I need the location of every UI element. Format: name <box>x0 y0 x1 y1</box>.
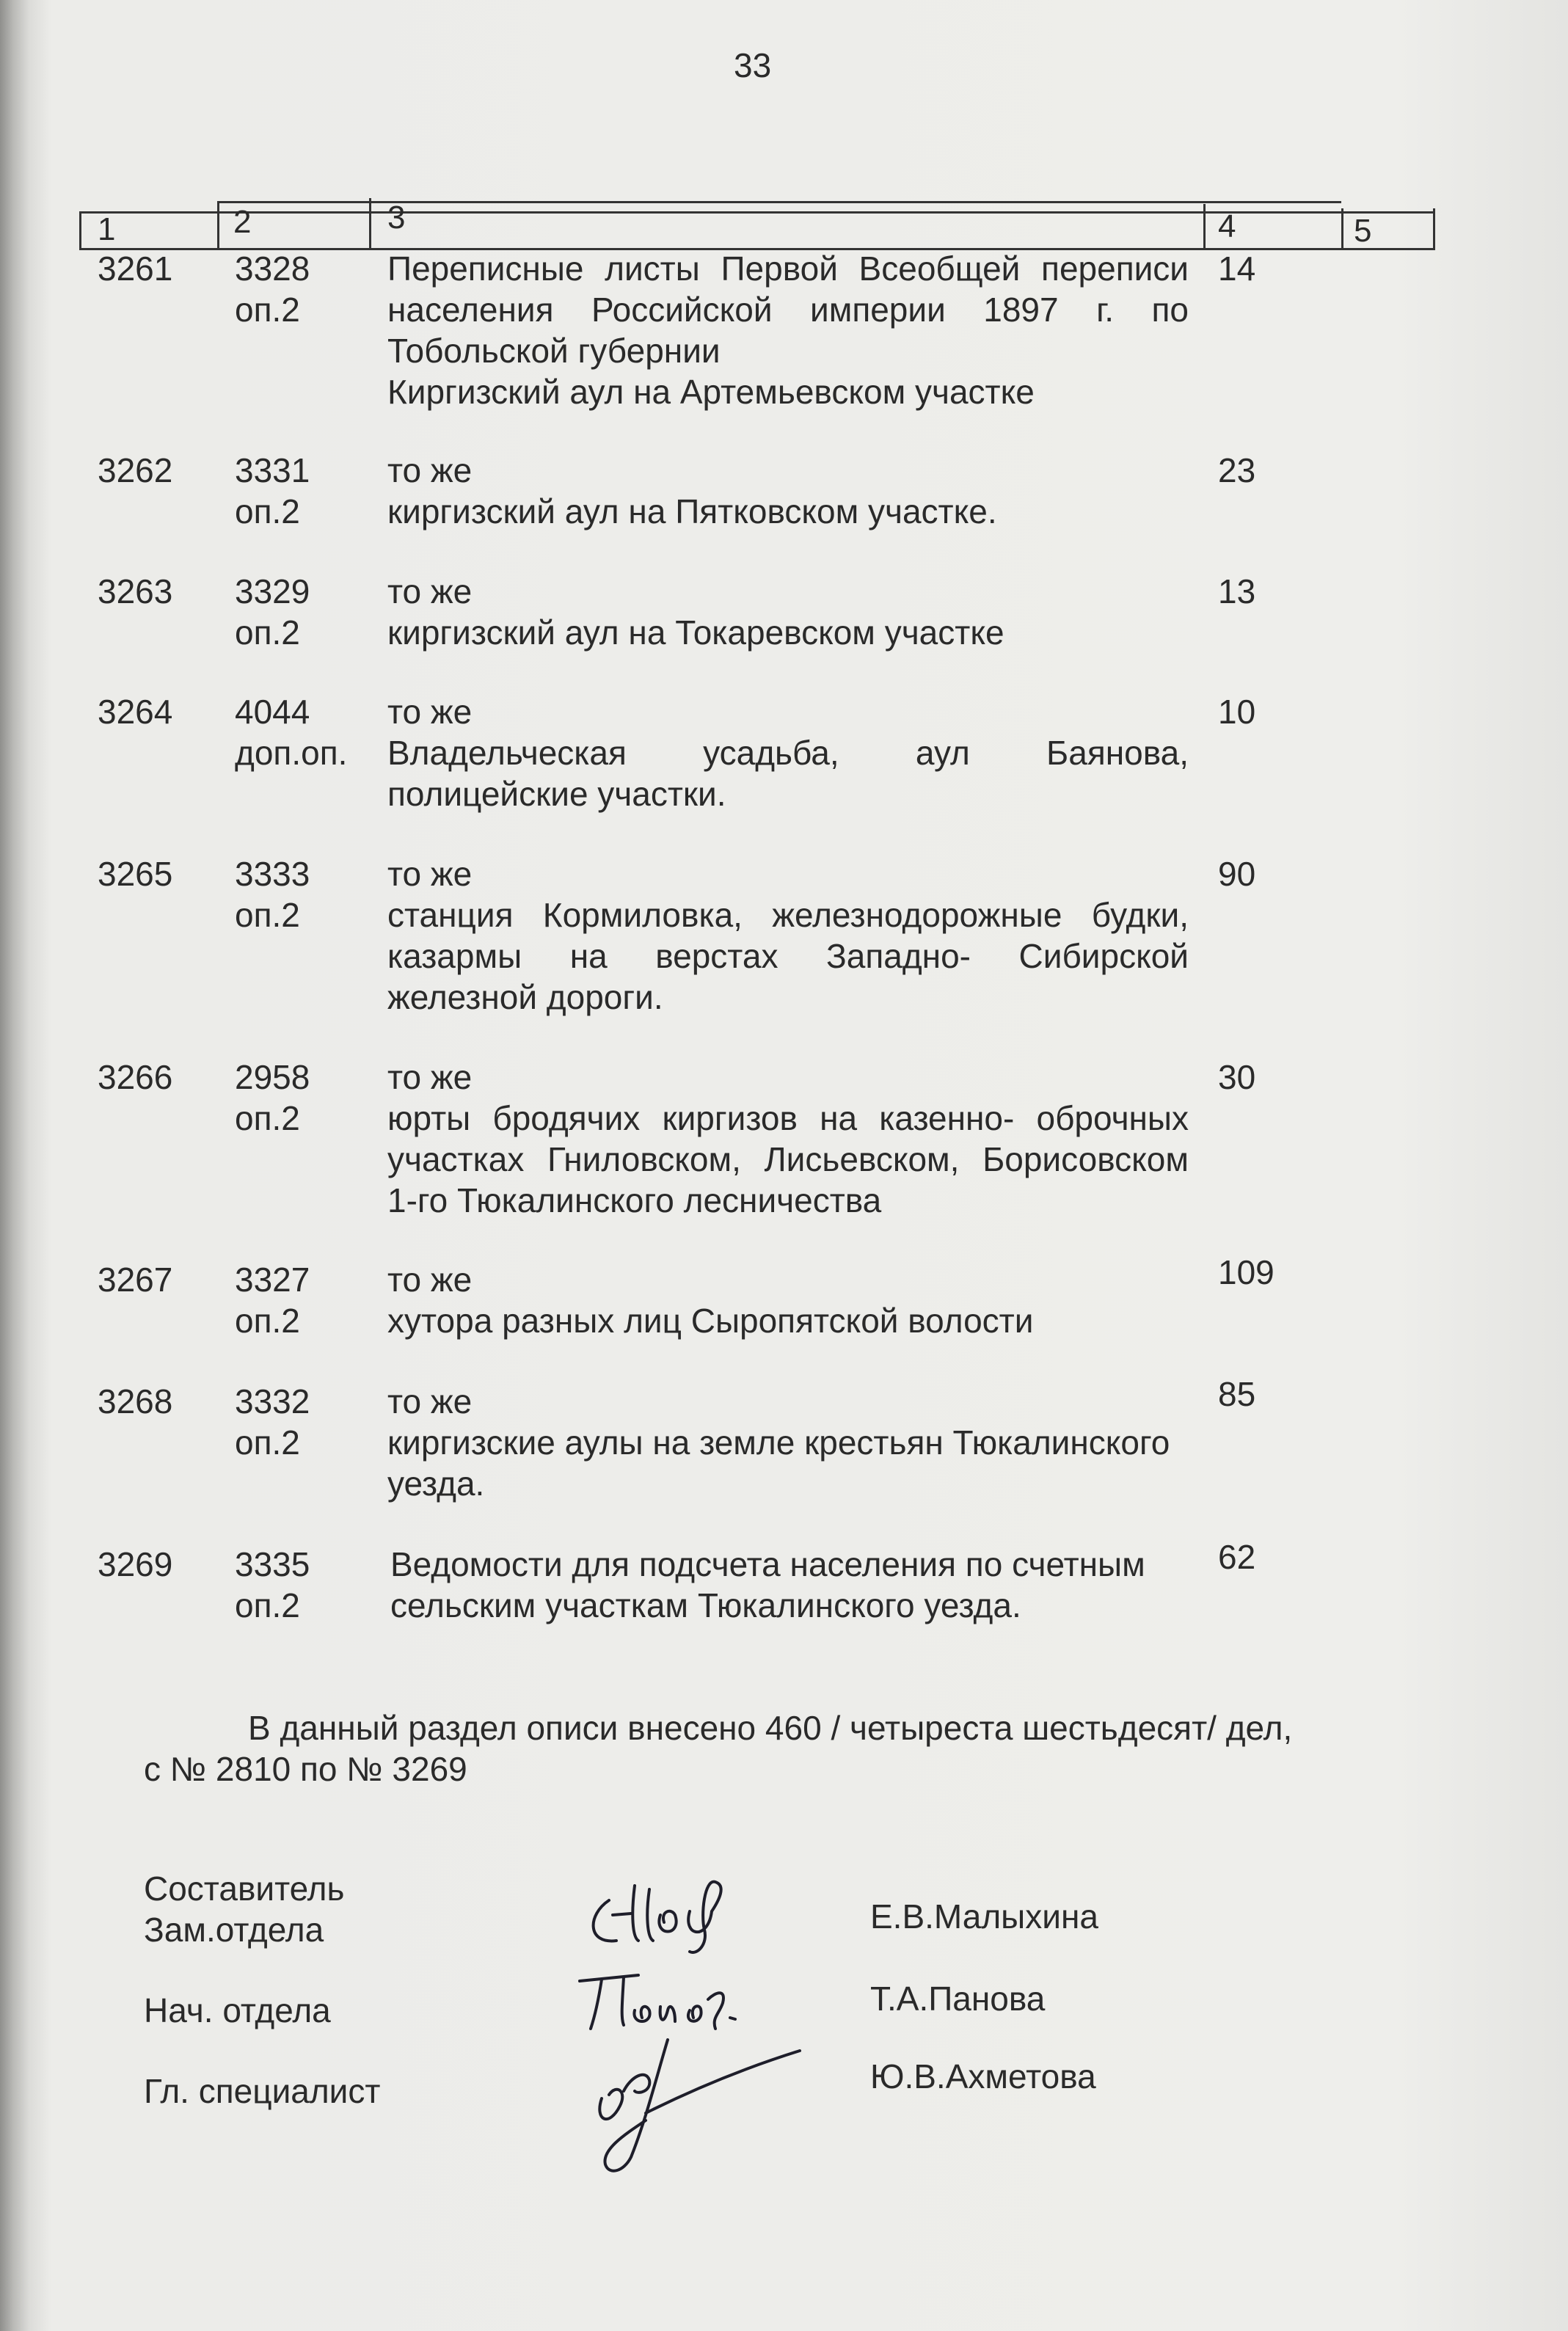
row-number: 3261 <box>98 249 173 288</box>
signature-role-compiler: Составитель Зам.отдела <box>144 1869 345 1949</box>
row-fund: 4044 доп.оп. <box>235 693 348 772</box>
row-description: то же станция Кормиловка, железнодорожные будки, казармы на верстах Западно- Сибирской железной дороги. <box>387 855 1189 1016</box>
row-number: 3264 <box>98 693 173 731</box>
header-upper-line <box>217 201 1341 203</box>
header-col-3: 3 <box>387 200 406 236</box>
row-fund: 3333 оп.2 <box>235 855 310 934</box>
handwritten-signature-3 <box>580 2032 814 2179</box>
row-fund: 3332 оп.2 <box>235 1382 310 1462</box>
header-col-5: 5 <box>1354 213 1372 249</box>
row-description: Переписные листы Первой Всеобщей переписи населения Российской империи 1897 г. по Тобольской губернии Киргизский аул на Артемьевском участке <box>387 249 1189 411</box>
header-divider-4 <box>1341 208 1343 249</box>
row-description: то же киргизский аул на Пятковском участке. <box>387 451 997 530</box>
row-number: 3263 <box>98 572 173 610</box>
row-description: то же юрты бродячих киргизов на казенно- оброчных участках Гниловском, Лисьевском, Борисовском 1-го Тюкалинского лесничества <box>387 1058 1189 1219</box>
row-number: 3262 <box>98 451 173 489</box>
row-fund: 3335 оп.2 <box>235 1545 310 1624</box>
row-count: 30 <box>1218 1058 1256 1096</box>
header-divider-2 <box>369 198 371 249</box>
row-fund: 3331 оп.2 <box>235 451 310 530</box>
row-count: 10 <box>1218 693 1256 731</box>
header-divider-0 <box>79 211 81 249</box>
row-fund: 3327 оп.2 <box>235 1261 310 1340</box>
row-count: 14 <box>1218 249 1256 288</box>
row-number: 3265 <box>98 855 173 893</box>
row-description: то же киргизские аулы на земле крестьян Тюкалинского уезда. <box>387 1382 1170 1503</box>
header-col-4: 4 <box>1218 208 1236 244</box>
signature-role-specialist: Гл. специалист <box>144 2072 381 2110</box>
signature-name-specialist: Ю.В.Ахметова <box>870 2057 1096 2095</box>
header-col-1: 1 <box>98 211 116 247</box>
row-number: 3269 <box>98 1545 173 1583</box>
row-count: 13 <box>1218 572 1256 610</box>
row-number: 3267 <box>98 1261 173 1299</box>
row-count: 23 <box>1218 451 1256 489</box>
row-count: 90 <box>1218 855 1256 893</box>
row-number: 3266 <box>98 1058 173 1096</box>
row-fund: 2958 оп.2 <box>235 1058 310 1137</box>
row-description: то же хутора разных лиц Сыропятской волости <box>387 1261 1034 1340</box>
row-number: 3268 <box>98 1382 173 1420</box>
row-fund: 3328 оп.2 <box>235 249 310 329</box>
handwritten-signature-1 <box>580 1871 748 1959</box>
signature-name-compiler: Е.В.Малыхина <box>870 1897 1098 1936</box>
header-divider-3 <box>1203 204 1206 249</box>
row-count: 109 <box>1218 1253 1275 1291</box>
row-count: 62 <box>1218 1538 1256 1576</box>
handwritten-signature-2 <box>572 1966 756 2040</box>
signature-role-head: Нач. отдела <box>144 1991 331 2029</box>
header-divider-5 <box>1433 208 1435 249</box>
row-description: то же киргизский аул на Токаревском участке <box>387 572 1004 652</box>
row-description: Ведомости для подсчета населения по счетным сельским участкам Тюкалинского уезда. <box>390 1545 1145 1624</box>
summary-line-1: В данный раздел описи внесено 460 / четыреста шестьдесят/ дел, <box>248 1709 1293 1747</box>
row-description: то же Владельческая усадьба, аул Баянова, полицейские участки. <box>387 693 1189 813</box>
summary-line-2: с № 2810 по № 3269 <box>144 1750 467 1788</box>
signature-name-head: Т.А.Панова <box>870 1980 1046 2018</box>
header-col-2: 2 <box>233 204 252 240</box>
page-number: 33 <box>734 46 772 84</box>
row-count: 85 <box>1218 1375 1256 1413</box>
header-divider-1 <box>217 203 219 249</box>
row-fund: 3329 оп.2 <box>235 572 310 652</box>
